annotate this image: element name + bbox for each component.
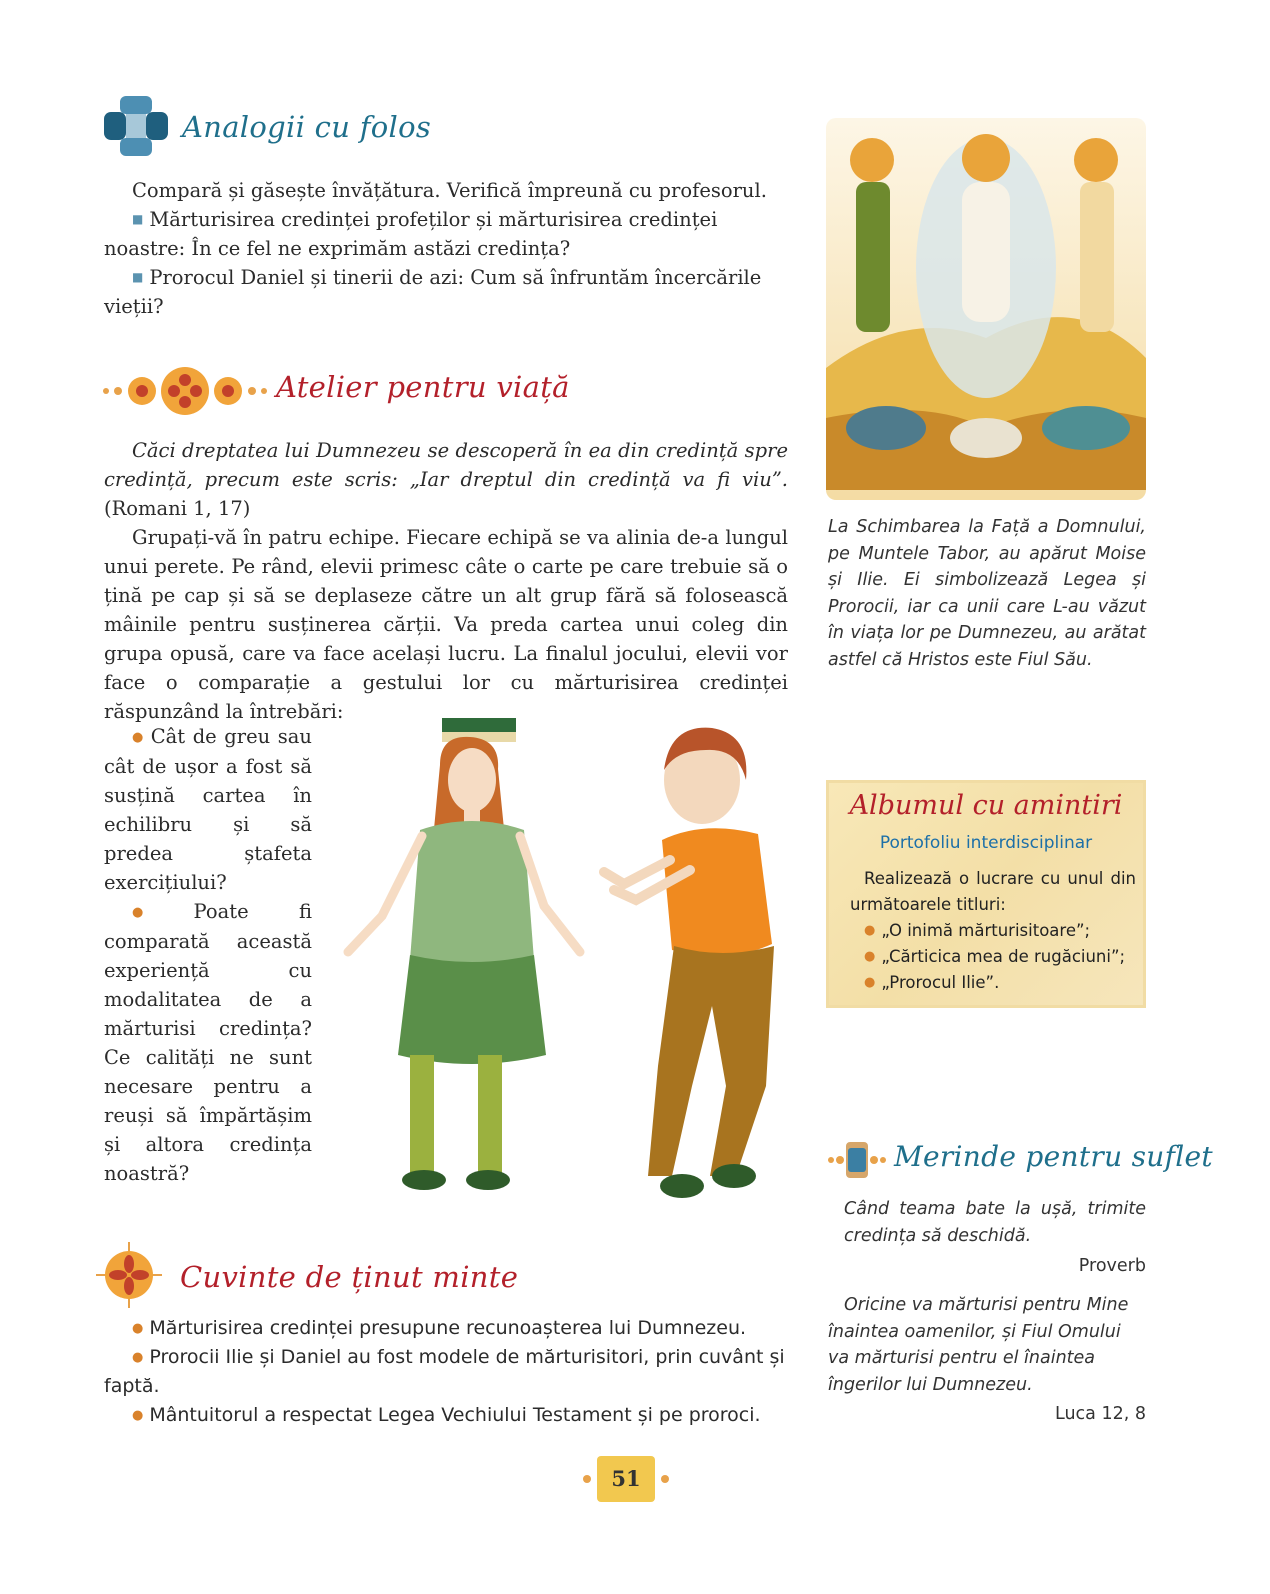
album-item: ● „Prorocul Ilie”. (850, 970, 1136, 996)
cuvinte-title: Cuvinte de ținut minte (180, 1260, 519, 1294)
atelier-ornament-icon (100, 362, 270, 420)
album-intro: Realizează o lucrare cu unul din următoarele titluri: (850, 869, 1136, 914)
analogii-text (104, 176, 788, 321)
page-number-ornament-right (658, 1472, 672, 1486)
merinde-title: Merinde pentru suflet (894, 1140, 1213, 1173)
atelier-text (104, 436, 788, 726)
merinde-ornament-icon (826, 1136, 888, 1184)
album-subtitle: Portofoliu interdisciplinar (879, 833, 1093, 853)
analogii-bullet: ■ Mărturisirea credinței profeților și mărturisirea credinței noastre: În ce fel ne exprimăm astăzi credința? (104, 205, 788, 263)
merinde-proverb-source: Proverb (1078, 1256, 1146, 1276)
atelier-questions (104, 722, 312, 1188)
boy-figure (604, 728, 774, 1198)
girl-figure (348, 718, 580, 1190)
cuvinte-bullet: ● Mărturisirea credinței presupune recunoașterea lui Dumnezeu. (104, 1314, 788, 1343)
cuvinte-text (104, 1314, 788, 1430)
cuvinte-bullet: ● Mântuitorul a respectat Legea Vechiului Testament și pe proroci. (104, 1401, 788, 1430)
atelier-paragraph: Grupați-vă în patru echipe. Fiecare echipă se va alinia de-a lungul unui perete. Pe rând, elevii primesc câte o carte pe care trebuie să o țină pe cap și să se deplaseze către un alt grup fără să folosească mâinile pentru susținerea cărții. Va preda cartea unui coleg din grupa opusă, care va face același lucru. La finalul jocului, elevii vor face o comparație a gestului lor cu mărturisirea credinței răspunzând la întrebări: (104, 526, 788, 723)
children-illustration (330, 710, 800, 1220)
album-box (826, 780, 1146, 1008)
merinde-verse-source: Luca 12, 8 (1055, 1404, 1146, 1424)
atelier-quote-ref: (Romani 1, 17) (104, 497, 251, 520)
album-body (850, 866, 1136, 996)
analogii-ornament-icon (100, 94, 172, 158)
atelier-question: ● Cât de greu sau cât de ușor a fost să susțină cartea în echilibru și să predea ștafeta exercițiului? (104, 722, 312, 897)
album-item: ● „Cărticica mea de rugăciuni”; (850, 944, 1136, 970)
cuvinte-ornament-icon (94, 1240, 164, 1310)
atelier-question: ● Poate fi comparată această experiență cu modalitatea de a mărturisi credința? Ce calități ne sunt necesare pentru a reuși să împărtășim și altora credința noastră? (104, 897, 312, 1188)
merinde-verse: Oricine va mărturisi pentru Mine înaintea oamenilor, și Fiul Omului va mărturisi pentru el înaintea îngerilor lui Dumnezeu. (828, 1295, 1129, 1395)
atelier-title: Atelier pentru viață (276, 370, 570, 404)
album-item: ● „O inimă mărturisitoare”; (850, 918, 1136, 944)
page-number-ornament-left (580, 1472, 594, 1486)
page-number: 51 (597, 1456, 655, 1502)
icon-caption: La Schimbarea la Față a Domnului, pe Muntele Tabor, au apărut Moise și Ilie. Ei simbolizează Legea și Prorocii, iar ca unii care L-au văzut în viața lor pe Dumnezeu, au arătat astfel că Hristos este Fiul Său. (828, 517, 1146, 670)
analogii-bullet: ■ Prorocul Daniel și tinerii de azi: Cum să înfruntăm încercările vieții? (104, 263, 788, 321)
cuvinte-bullet: ● Prorocii Ilie și Daniel au fost modele de mărturisitori, prin cuvânt și faptă. (104, 1343, 788, 1401)
transfiguration-icon-image (826, 118, 1146, 500)
analogii-intro: Compară și găsește învățătura. Verifică împreună cu profesorul. (132, 179, 767, 202)
merinde-proverb: Când teama bate la ușă, trimite credința să deschidă. (844, 1199, 1146, 1246)
analogii-title: Analogii cu folos (182, 110, 432, 144)
atelier-quote: Căci dreptatea lui Dumnezeu se descoperă în ea din credință spre credință, precum este scris: „Iar dreptul din credință va fi viu”. (104, 439, 788, 491)
album-title: Albumul cu amintiri (849, 790, 1123, 821)
